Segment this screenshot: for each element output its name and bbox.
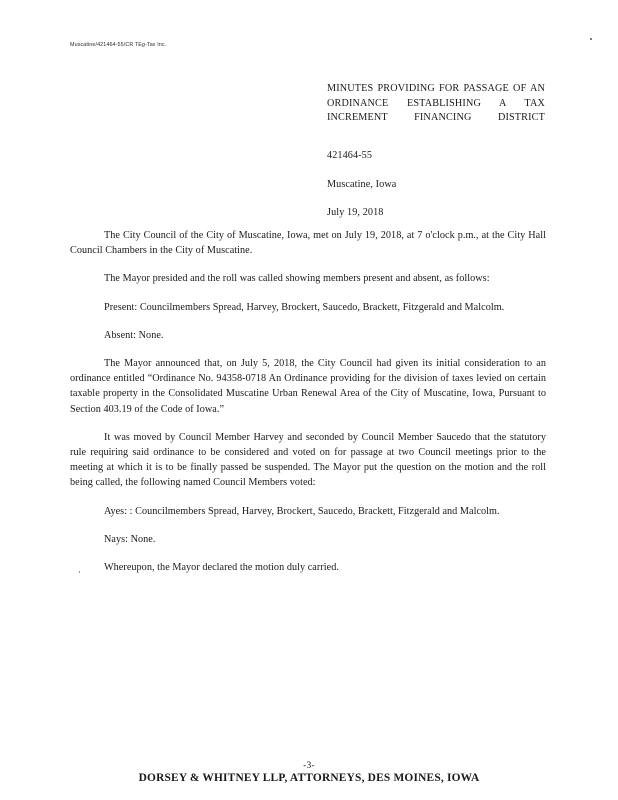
document-city: Muscatine, Iowa [327,179,397,190]
paragraph-carried [70,560,546,578]
paragraph-nays: Nays: None. [104,533,156,545]
firm-name: DORSEY & WHITNEY LLP, ATTORNEYS, DES MOINES, IOWA [138,772,480,784]
document-body [70,228,546,588]
document-title: MINUTES PROVIDING FOR PASSAGE OF AN ORDINANCE ESTABLISHING A TAX INCREMENT FINANCING DISTRICT [327,83,545,124]
paragraph-ayes: Ayes: : Councilmembers Spread, Harvey, Brockert, Saucedo, Brackett, Fitzgerald and Malcolm. [104,505,500,517]
corner-mark [590,38,592,40]
paragraph-absent: Absent: None. [104,329,164,341]
paragraph-ordinance-announcement: The Mayor announced that, on July 5, 2018, the City Council had given its initial consideration to an ordinance entitled “Ordinance No. 94358-0718 An Ordinance providing for the division of taxes levied on certain taxable property in the Consolidated Muscatine Urban Renewal Area of the City of Muscatine, Iowa, Pursuant to Section 403.19 of the Code of Iowa.” [70,358,546,415]
paragraph-roll-call: The Mayor presided and the roll was called showing members present and absent, as follows: [104,273,490,285]
paragraph-present: Present: Councilmembers Spread, Harvey, Brockert, Saucedo, Brackett, Fitzgerald and Malcolm. [104,301,505,313]
page-number: -3- [303,761,315,771]
document-date: July 19, 2018 [327,207,384,218]
paragraph-carried-text: Whereupon, the Mayor declared the motion duly carried. [104,562,339,574]
page-footer [0,761,618,800]
header-stamp: Muscatine/421464-55/CR TEg-Tax Inc. [70,42,167,48]
margin-dot-icon: · [78,567,82,578]
paragraph-motion: It was moved by Council Member Harvey and seconded by Council Member Saucedo that the statutory rule requiring said ordinance to be considered and voted on for passage at two Council meetings prior to the meeting at which it is to be finally passed be suspended. The Mayor put the question on the motion and the roll being called, the following named Council Members voted: [70,431,546,489]
paragraph-meeting-call: The City Council of the City of Muscatine, Iowa, met on July 19, 2018, at 7 o'clock p.m., at the City Hall Council Chambers in the City of Muscatine. [70,230,546,257]
document-number: 421464-55 [327,150,373,161]
